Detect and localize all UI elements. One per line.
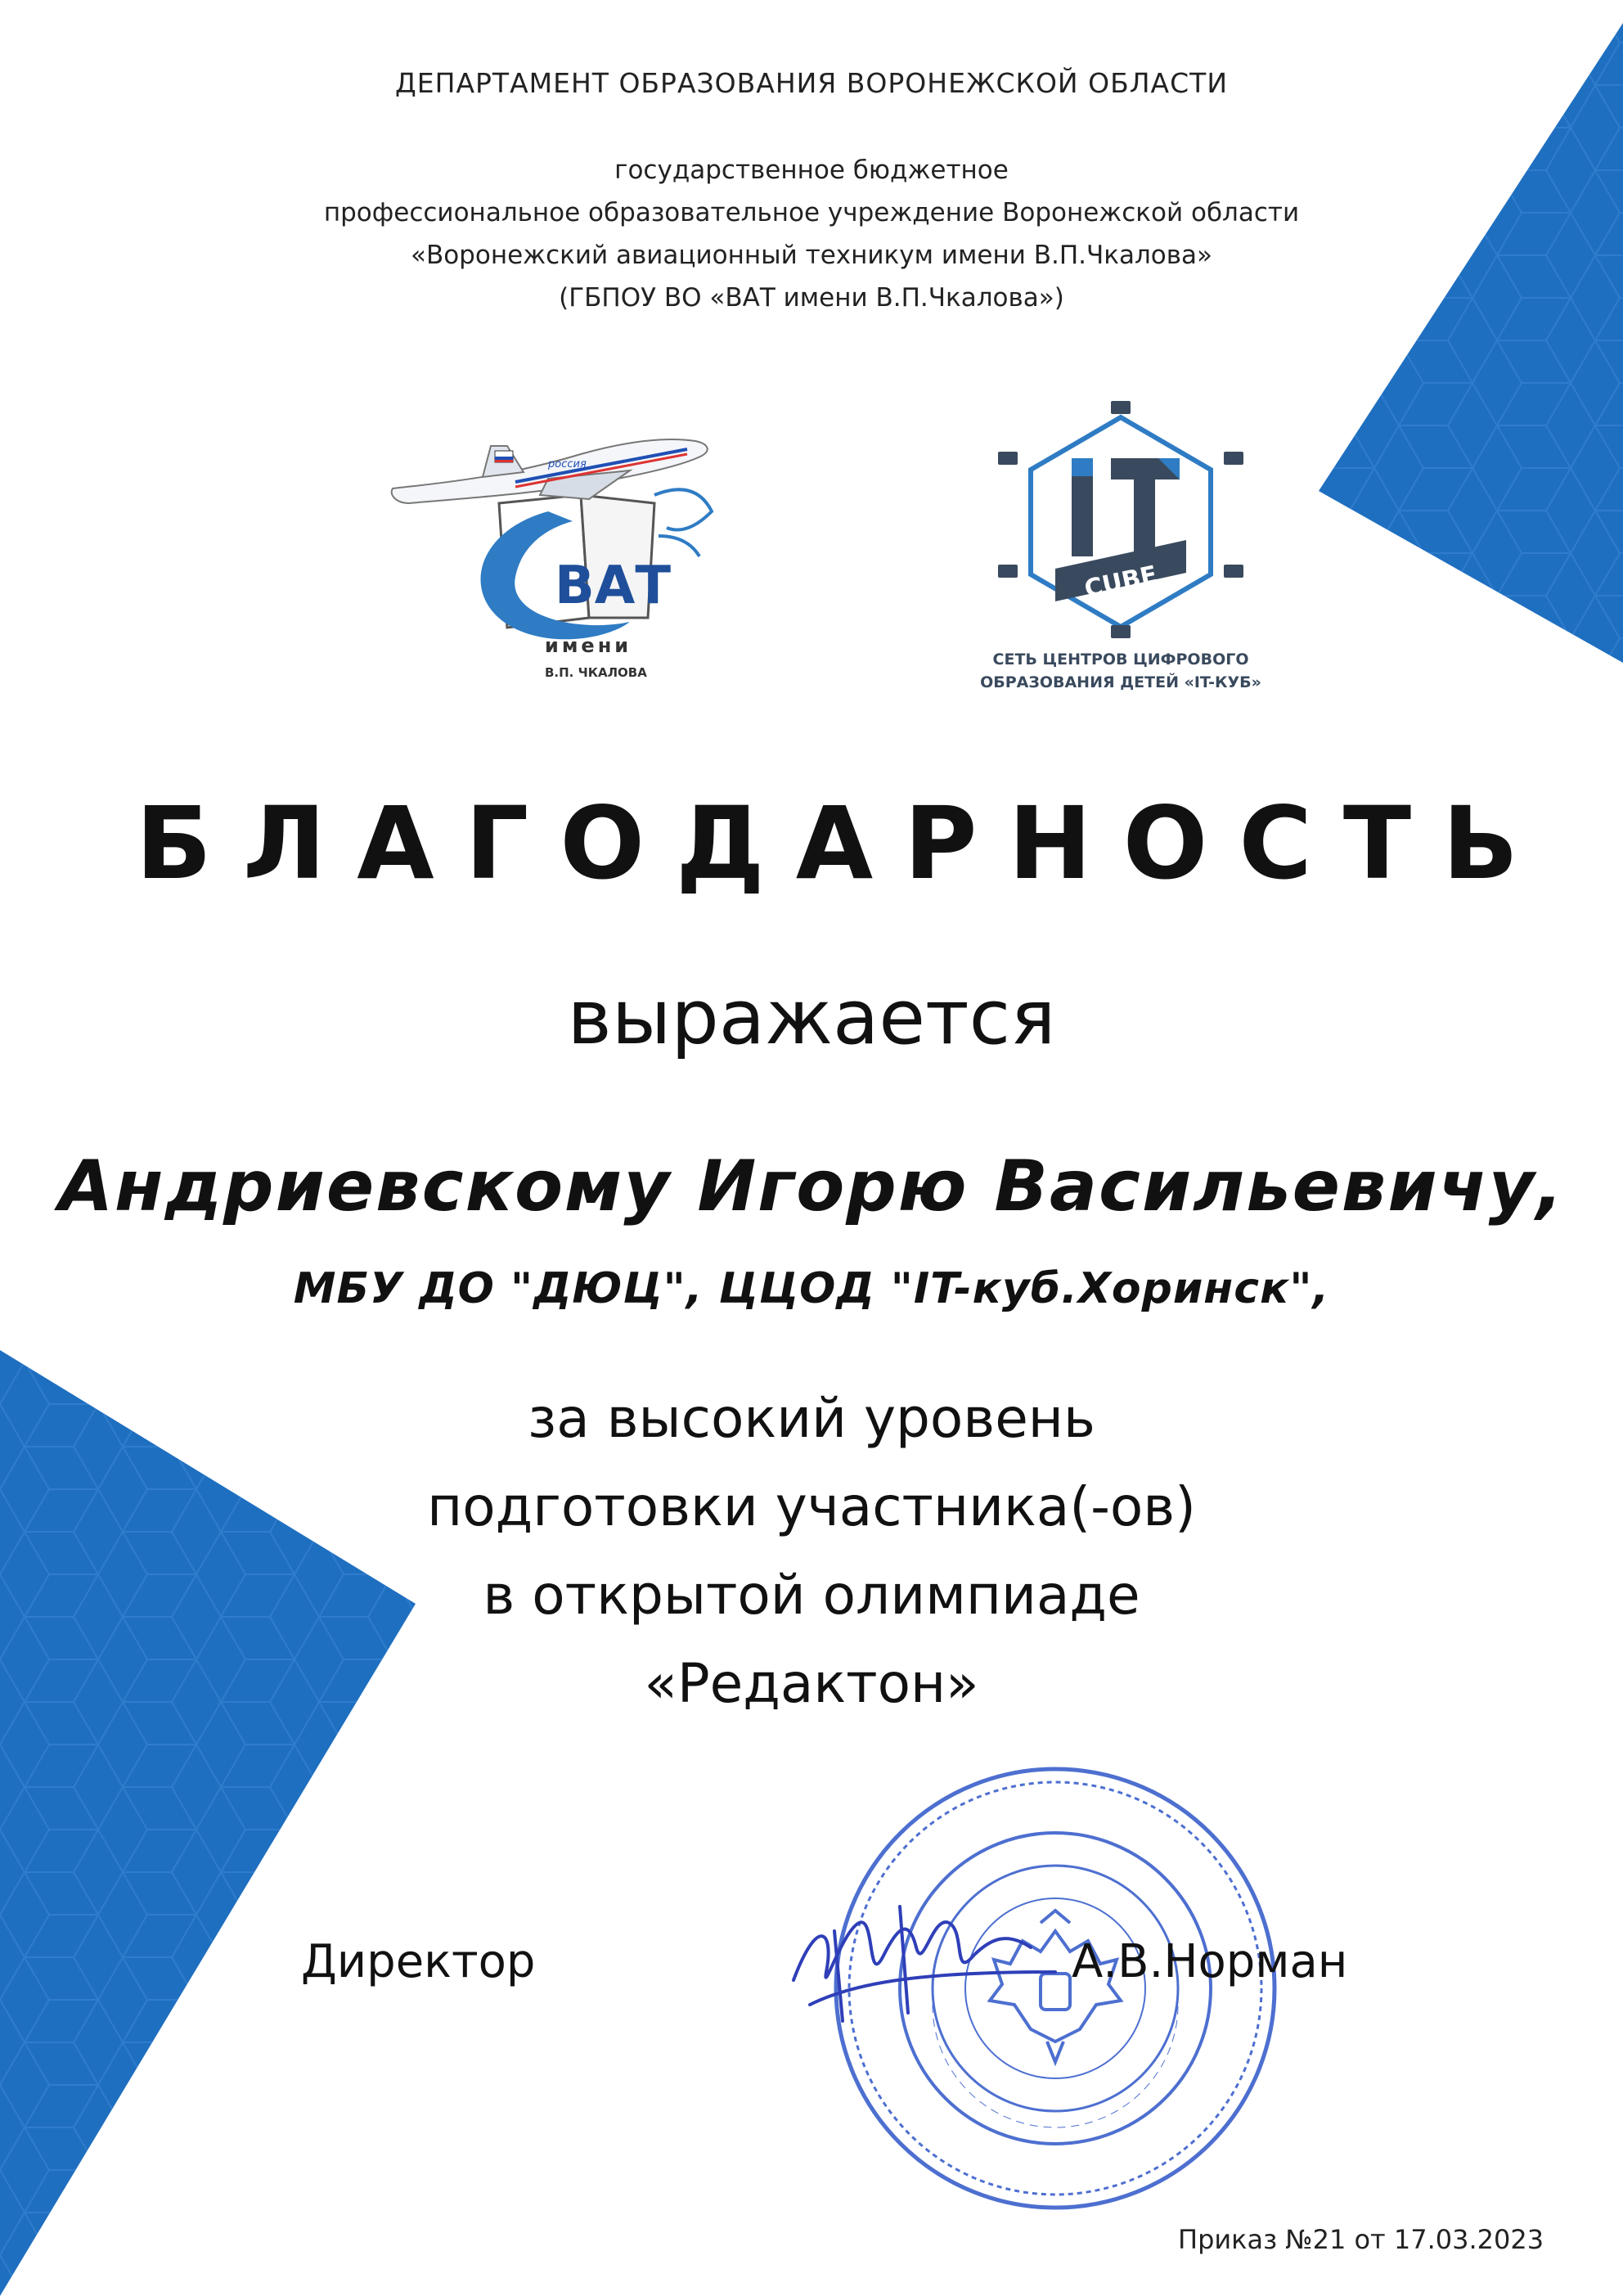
it-cube-logo: [965, 401, 1276, 704]
it-cube-caption-line1: СЕТЬ ЦЕНТРОВ ЦИФРОВОГО: [992, 651, 1249, 669]
order-reference: Приказ №21 от 17.03.2023: [1178, 2224, 1544, 2255]
vat-logo-text: ВАТ: [555, 556, 671, 616]
director-name: А.В.Норман: [1072, 1935, 1348, 1988]
recipient-organization: МБУ ДО "ДЮЦ", ЦЦОД "IT-куб.Хоринск",: [293, 1264, 1330, 1313]
institution-line-2: профессиональное образовательное учреждение Воронежской области: [323, 198, 1300, 227]
computer-icon: [998, 401, 1243, 638]
institution-line-4: (ГБПОУ ВО «ВАТ имени В.П.Чкалова»): [559, 283, 1064, 313]
certificate-title: БЛАГОДАРНОСТЬ: [135, 786, 1550, 902]
signature-icon: [785, 1882, 1080, 2046]
director-title: Директор: [301, 1935, 536, 1988]
reason-line-2: подготовки участника(-ов): [427, 1475, 1196, 1538]
plane-livery-text: россия: [548, 458, 587, 470]
reason-line-4: «Редактон»: [644, 1652, 979, 1715]
it-cube-caption-line2: ОБРАЗОВАНИЯ ДЕТЕЙ «IT-КУБ»: [980, 673, 1261, 691]
reason-line-3: в открытой олимпиаде: [483, 1564, 1140, 1627]
department-name: ДЕПАРТАМЕНТ ОБРАЗОВАНИЯ ВОРОНЕЖСКОЙ ОБЛАСТИ: [395, 67, 1228, 99]
recipient-name: Андриевскому Игорю Васильевичу,: [58, 1146, 1565, 1227]
vat-logo-name-line1: имени: [545, 634, 632, 657]
reason-line-1: за высокий уровень: [528, 1387, 1095, 1450]
expressed-text: выражается: [567, 974, 1056, 1061]
vat-logo-name-line2: В.П. ЧКАЛОВА: [545, 665, 647, 680]
vat-logo: [384, 413, 728, 691]
institution-line-1: государственное бюджетное: [614, 155, 1009, 185]
cube-text: CUBE: [1081, 560, 1160, 604]
institution-line-3: «Воронежский авиационный техникум имени В.П.Чкалова»: [410, 241, 1212, 270]
